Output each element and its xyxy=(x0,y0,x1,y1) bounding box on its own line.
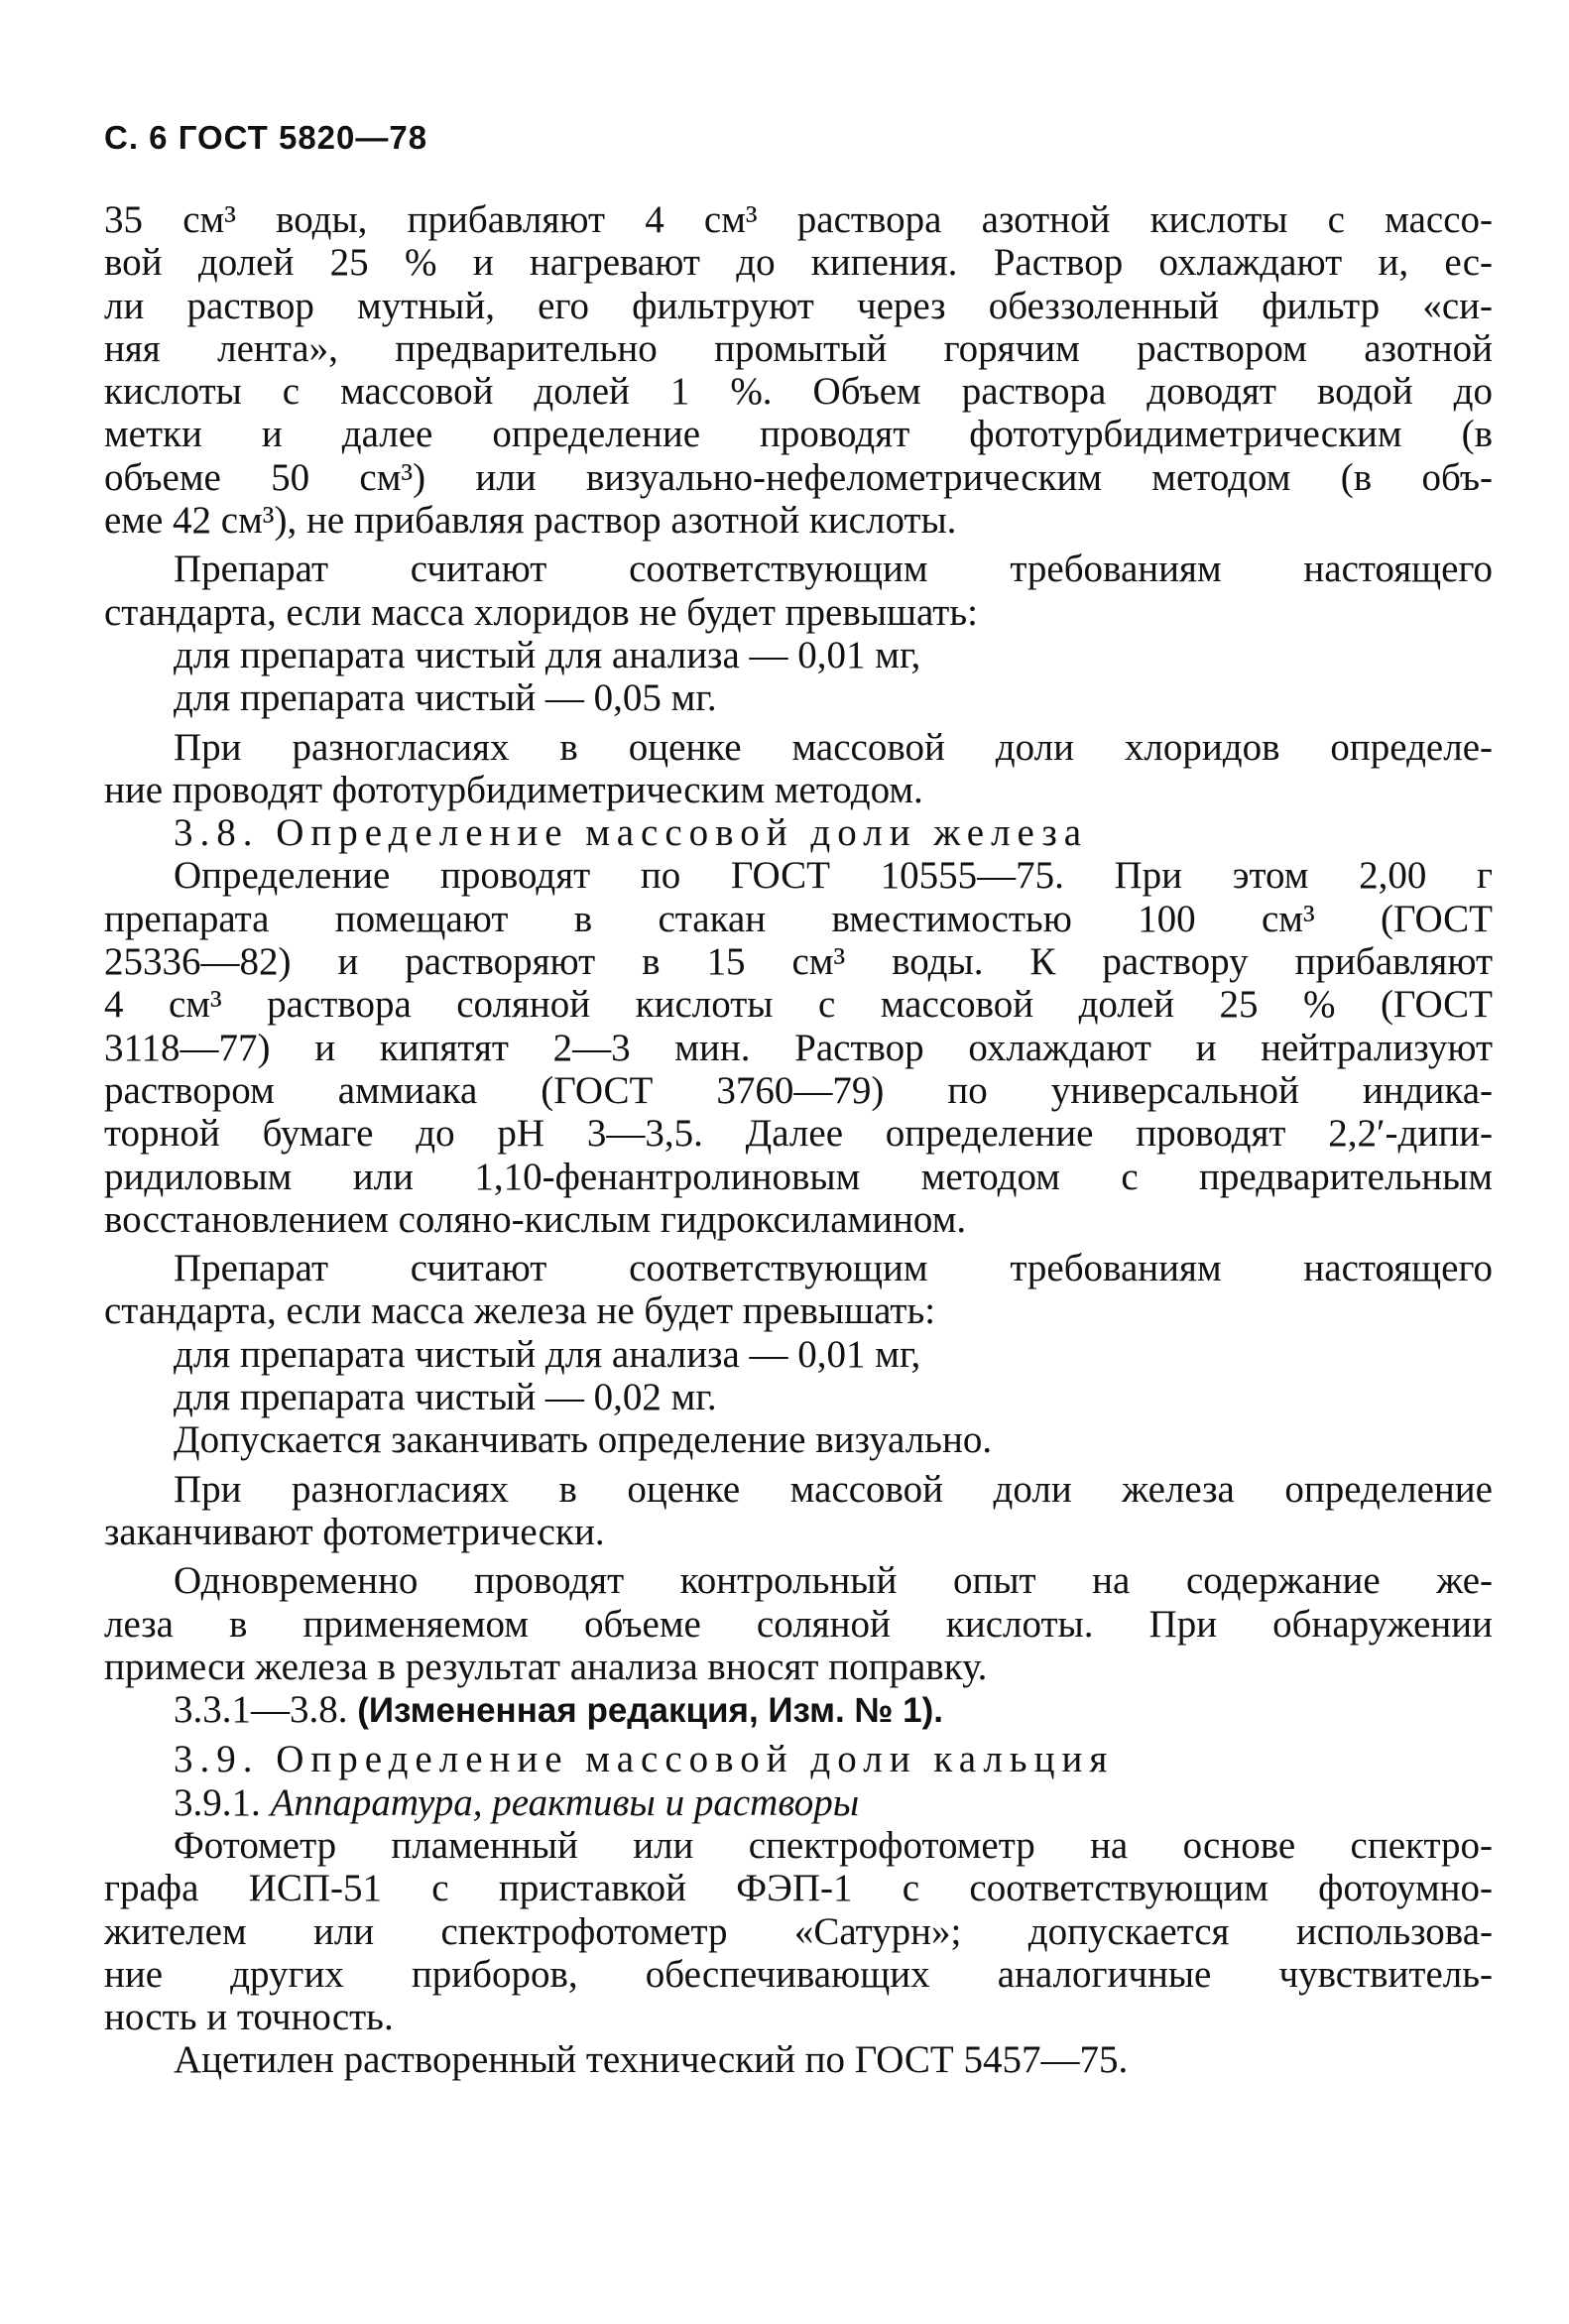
text-line: При разногласиях в оценке массовой доли железа определение xyxy=(174,1467,1493,1511)
text-line: торной бумаге до pH 3—3,5. Далее определение проводят 2,2′-дипи- xyxy=(104,1112,1493,1156)
amendment-label: (Измененная редакция, Изм. № 1). xyxy=(357,1691,943,1731)
text-line xyxy=(104,1781,1493,1824)
running-header: С. 6 ГОСТ 5820—78 xyxy=(104,119,428,156)
text-line: ли раствор мутный, его фильтруют через обеззоленный фильтр «си- xyxy=(104,284,1493,327)
text-line: стандарта, если масса железа не будет превышать: xyxy=(104,1289,936,1333)
text-line: жителем или спектрофотометр «Сатурн»; допускается использова- xyxy=(104,1909,1493,1953)
text-line: метки и далее определение проводят фототурбидиметрическим (в xyxy=(104,413,1493,456)
paragraph xyxy=(104,1559,1493,1688)
text-line: для препарата чистый — 0,05 мг. xyxy=(174,676,717,720)
text-line: 4 см³ раствора соляной кислоты с массовой долей 25 % (ГОСТ xyxy=(104,983,1493,1027)
text-line: Фотометр пламенный или спектрофотометр на основе спектро- xyxy=(174,1823,1493,1867)
text-line: Препарат считают соответствующим требованиям настоящего xyxy=(174,548,1493,591)
text-line: для препарата чистый для анализа — 0,01 мг, xyxy=(174,1332,921,1376)
text-line: графа ИСП-51 с приставкой ФЭП-1 с соответствующим фотоумно- xyxy=(104,1867,1493,1910)
text-line: леза в применяемом объеме соляной кислоты. При обнаружении xyxy=(104,1602,1493,1646)
text-line: для препарата чистый для анализа — 0,01 мг, xyxy=(174,633,921,676)
text-line: 3118—77) и кипятят 2—3 мин. Раствор охлаждают и нейтрализуют xyxy=(104,1026,1493,1069)
text-line: 25336—82) и растворяют в 15 см³ воды. К раствору прибавляют xyxy=(104,940,1493,984)
amendment-note xyxy=(104,1688,1493,1732)
text-line: еме 42 см³), не прибавляя раствор азотной кислоты. xyxy=(104,499,957,543)
section-title: 3.9. Определение массовой доли кальция xyxy=(174,1738,1115,1781)
text-line: восстановлением соляно-кислым гидроксиламином. xyxy=(104,1197,967,1241)
text-line: Одновременно проводят контрольный опыт на содержание же- xyxy=(174,1559,1493,1603)
paragraph xyxy=(104,634,1493,676)
text-line: ридиловым или 1,10-фенантролиновым методом с предварительным xyxy=(104,1155,1493,1198)
paragraph xyxy=(104,1824,1493,2038)
clause-number: 3.9.1. xyxy=(174,1780,271,1824)
subsection-title: Аппаратура, реактивы и растворы xyxy=(270,1780,860,1824)
text-line xyxy=(104,1688,1493,1732)
paragraph xyxy=(104,198,1493,542)
clause-range: 3.3.1—3.8. xyxy=(174,1688,358,1732)
text-line: 35 см³ воды, прибавляют 4 см³ раствора азотной кислоты с массо- xyxy=(104,198,1493,241)
subsection-heading xyxy=(104,1781,1493,1824)
paragraph xyxy=(104,854,1493,1241)
text-line: примеси железа в результат анализа вносят поправку. xyxy=(104,1645,988,1688)
paragraph xyxy=(104,1418,1493,1461)
paragraph xyxy=(104,1468,1493,1554)
text-line: для препарата чистый — 0,02 мг. xyxy=(174,1376,717,1419)
text-line: объеме 50 см³) или визуально-нефелометрическим методом (в объ- xyxy=(104,455,1493,499)
section-heading xyxy=(104,1738,1493,1780)
paragraph xyxy=(104,1376,1493,1418)
text-line: ние проводят фототурбидиметрическим методом. xyxy=(104,768,923,811)
text-line: стандарта, если масса хлоридов не будет превышать: xyxy=(104,590,978,634)
text-line: раствором аммиака (ГОСТ 3760—79) по универсальной индика- xyxy=(104,1068,1493,1112)
text-line: заканчивают фотометрически. xyxy=(104,1510,605,1553)
document-body xyxy=(104,198,1493,2082)
section-heading xyxy=(104,811,1493,854)
text-line: Ацетилен растворенный технический по ГОСТ 5457—75. xyxy=(174,2038,1129,2082)
text-line: препарата помещают в стакан вместимостью 100 см³ (ГОСТ xyxy=(104,897,1493,940)
text-line: Допускается заканчивать определение визуально. xyxy=(174,1418,993,1462)
section-title: 3.8. Определение массовой доли железа xyxy=(174,811,1089,855)
text-line: ность и точность. xyxy=(104,1996,394,2039)
paragraph xyxy=(104,548,1493,634)
paragraph xyxy=(104,2038,1493,2081)
text-line: Препарат считают соответствующим требованиям настоящего xyxy=(174,1247,1493,1290)
text-line: ние других приборов, обеспечивающих аналогичные чувствитель- xyxy=(104,1952,1493,1996)
paragraph xyxy=(104,726,1493,812)
text-line: При разногласиях в оценке массовой доли хлоридов определе- xyxy=(174,725,1493,769)
paragraph xyxy=(104,676,1493,719)
paragraph xyxy=(104,1247,1493,1333)
paragraph xyxy=(104,1333,1493,1376)
text-line: кислоты с массовой долей 1 %. Объем раствора доводят водой до xyxy=(104,370,1493,414)
text-line: Определение проводят по ГОСТ 10555—75. При этом 2,00 г xyxy=(174,854,1493,898)
text-line: вой долей 25 % и нагревают до кипения. Раствор охлаждают и, ес- xyxy=(104,241,1493,285)
text-line: няя лента», предварительно промытый горячим раствором азотной xyxy=(104,326,1493,370)
